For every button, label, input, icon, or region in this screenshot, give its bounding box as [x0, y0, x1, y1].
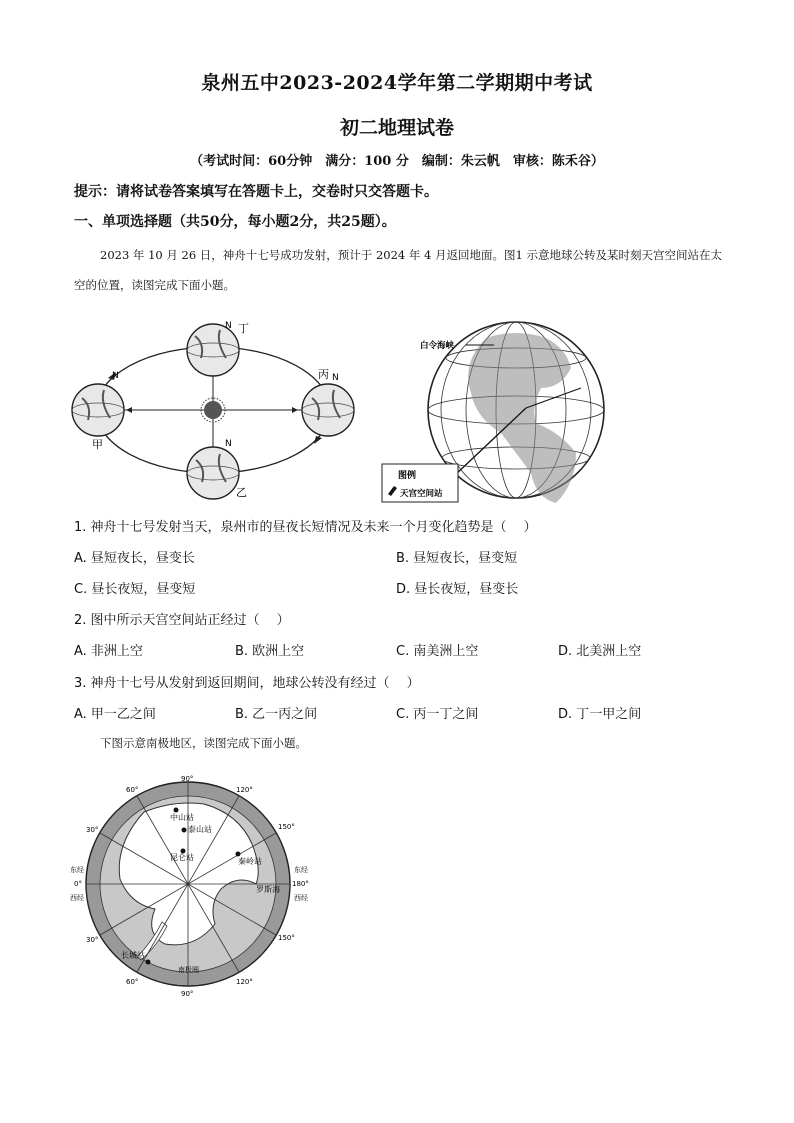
north-label: N: [225, 321, 232, 331]
svg-text:150°: 150°: [278, 934, 295, 942]
question-1-option-d[interactable]: D. 昼长夜短，昼变长: [396, 582, 519, 597]
question-2-stem: 2. 图中所示天宫空间站正经过（ ）: [74, 613, 290, 628]
station-kunlun: 昆仑站: [170, 853, 194, 862]
earth-jia-icon: [72, 384, 124, 436]
antarctica-map: [66, 772, 316, 1002]
svg-text:90°: 90°: [181, 990, 194, 998]
globe-figure: [376, 318, 626, 508]
north-label: N: [225, 439, 232, 449]
orbit-arrow-icon: [314, 436, 322, 444]
earth-bing-icon: [302, 384, 354, 436]
exam-meta: （考试时间：60分钟 满分：100 分 编制：朱云帆 审核：陈禾谷）: [190, 154, 604, 169]
question-3-option-d[interactable]: D. 丁一甲之间: [558, 707, 642, 722]
svg-text:东经: 东经: [294, 866, 308, 874]
legend-title: 图例: [398, 471, 417, 481]
question-3-option-c[interactable]: C. 丙一丁之间: [396, 707, 479, 722]
station-taishan: 泰山站: [188, 825, 212, 834]
sun-icon: [201, 398, 225, 422]
exam-tip: 提示：请将试卷答案填写在答题卡上，交卷时只交答题卡。: [74, 184, 438, 200]
svg-text:30°: 30°: [86, 936, 99, 944]
svg-text:西经: 西经: [294, 894, 308, 902]
question-1-option-c[interactable]: C. 昼长夜短，昼变短: [74, 582, 196, 597]
earth-orbit-figure: [70, 318, 370, 508]
question-2-option-b[interactable]: B. 欧洲上空: [235, 644, 305, 659]
station-qinling: 秦岭站: [238, 857, 262, 866]
question-3-option-a[interactable]: A. 甲一乙之间: [74, 707, 156, 722]
label-jia: 甲: [92, 438, 103, 451]
intro-paragraph-1: 2023 年 10 月 26 日，神舟十七号成功发射，预计于 2024 年 4 月返回地面。图1 示意地球公转及某时刻天宫空间站在太空的位置，读图完成下面小题。: [74, 248, 722, 292]
section-heading: 一、单项选择题（共50分，每小题2分，共25题）。: [74, 214, 396, 230]
north-label: N: [332, 373, 339, 383]
earth-yi-icon: [187, 447, 239, 499]
label-ding: 丁: [238, 322, 249, 335]
question-1-stem: 1. 神舟十七号发射当天，泉州市的昼夜长短情况及未来一个月变化趋势是（ ）: [74, 520, 537, 535]
station-zhongshan: 中山站: [170, 813, 194, 822]
svg-text:150°: 150°: [278, 823, 295, 831]
svg-text:60°: 60°: [126, 978, 139, 986]
exam-title: 泉州五中2023-2024学年第二学期期中考试: [201, 72, 593, 94]
question-1-option-b[interactable]: B. 昼短夜长，昼变短: [396, 551, 518, 566]
question-1-option-a[interactable]: A. 昼短夜长，昼变长: [74, 551, 195, 566]
question-3-option-b[interactable]: B. 乙一丙之间: [235, 707, 318, 722]
question-2-option-a[interactable]: A. 非洲上空: [74, 644, 143, 659]
legend-item-label: 天宫空间站: [400, 489, 443, 499]
svg-text:120°: 120°: [236, 786, 253, 794]
antarctic-circle-label: 南极圈: [178, 966, 199, 974]
question-2-option-c[interactable]: C. 南美洲上空: [396, 644, 479, 659]
svg-text:东经: 东经: [70, 866, 84, 874]
bering-strait-label: 白令海峡: [420, 341, 455, 351]
svg-text:60°: 60°: [126, 786, 139, 794]
svg-text:90°: 90°: [181, 775, 194, 783]
station-changcheng: 长城站: [121, 951, 145, 960]
intro-paragraph-2: 下图示意南极地区，读图完成下面小题。: [100, 736, 307, 750]
north-label: N: [112, 371, 119, 381]
svg-text:西经: 西经: [70, 894, 84, 902]
svg-text:120°: 120°: [236, 978, 253, 986]
svg-text:30°: 30°: [86, 826, 99, 834]
label-yi: 乙: [236, 486, 247, 499]
ross-sea-label: 罗斯海: [256, 885, 280, 894]
svg-text:0°: 0°: [74, 880, 82, 888]
earth-ding-icon: [187, 324, 239, 376]
svg-text:180°: 180°: [292, 880, 309, 888]
question-2-option-d[interactable]: D. 北美洲上空: [558, 644, 642, 659]
exam-subtitle: 初二地理试卷: [339, 117, 454, 139]
label-bing: 丙: [318, 368, 329, 381]
question-3-stem: 3. 神舟十七号从发射到返回期间，地球公转没有经过（ ）: [74, 676, 420, 691]
